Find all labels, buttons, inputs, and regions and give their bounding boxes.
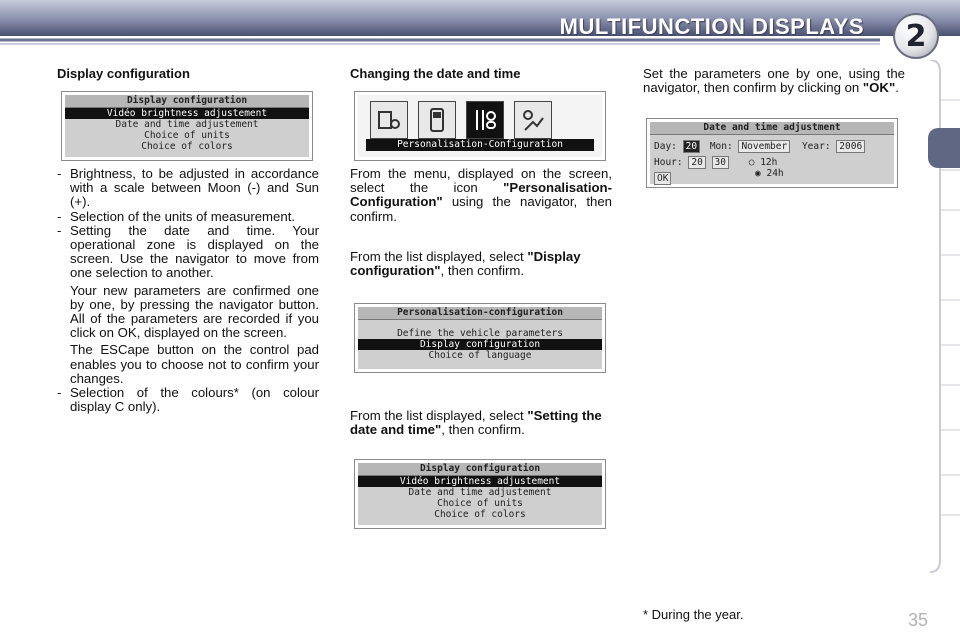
hour-row: Hour: 20 30 ○ 12h (654, 157, 778, 168)
paragraph-select-setting-date: From the list displayed, select "Setting the date and time", then confirm. (350, 408, 602, 438)
hour-field: 20 (688, 156, 705, 169)
minute-field: 30 (712, 156, 729, 169)
date-row: Day: 20 Mon: November Year: 2006 (654, 140, 865, 153)
lcd-row: Choice of language (428, 350, 532, 361)
page-header (0, 0, 960, 62)
column-changing-date (350, 67, 612, 81)
column-display-configuration (57, 67, 319, 81)
chapter-tab-active (928, 128, 960, 168)
screen-personalisation-configuration (354, 303, 606, 373)
list-item: - Brightness, to be adjusted in accordance with a scale between Moon (-) and Sun (+). (57, 167, 319, 210)
screen-display-configuration (61, 91, 313, 161)
section-heading: Changing the date and time (350, 66, 521, 81)
lcd-row: Choice of colors (141, 141, 233, 152)
paragraph-set-parameters: Set the parameters one by one, using the navigator, then confirm by clicking on "OK". (643, 66, 905, 96)
footnote: * During the year. (643, 607, 744, 622)
radio-24h-selected-icon: ◉ (755, 168, 761, 179)
display-configuration-list (57, 167, 319, 414)
vehicle-settings-icon (514, 101, 552, 139)
list-item: - Selection of the colours* (on colour display C only). (57, 386, 319, 414)
audio-icon (370, 101, 408, 139)
lcd-row: Vidéo brightness adjustement (358, 476, 602, 487)
lcd-title: Display configuration (358, 463, 602, 476)
lcd-panel (358, 95, 602, 157)
screen-display-configuration-2 (354, 459, 606, 529)
lcd-row: Choice of colors (434, 509, 526, 520)
ok-row (654, 172, 671, 185)
format-24h-row: ◉ 24h (755, 168, 784, 179)
lcd-row: Date and time adjustement (408, 487, 552, 498)
lcd-panel (650, 122, 894, 184)
lcd-row: Vidéo brightness adjustement (65, 108, 309, 119)
lcd-row: Date and time adjustement (115, 119, 259, 130)
year-field: 2006 (836, 140, 865, 153)
ok-field: OK (654, 172, 671, 185)
section-heading: Display configuration (57, 66, 190, 81)
lcd-row: Choice of units (437, 498, 523, 509)
personalisation-configuration-icon (466, 101, 504, 139)
screen-date-time-adjustment (646, 118, 898, 188)
lcd-title: Date and time adjustment (650, 122, 894, 135)
lcd-title: Display configuration (65, 95, 309, 108)
month-field: November (738, 140, 790, 153)
lcd-row: Define the vehicle parameters (397, 328, 563, 339)
list-item: - Setting the date and time. Your operational zone is displayed on the screen. Use the navigator to move from one selection to another. Your new parameters are confirmed one by one, by pressing the navigator button. All of the parameters are recorded if you click on OK, displayed on the screen. The ESCape button on the control pad enables you to choose not to confirm your changes. (57, 224, 319, 386)
page-title: MULTIFUNCTION DISPLAYS (559, 14, 864, 39)
lcd-panel (358, 307, 602, 369)
screen-main-menu (354, 91, 606, 161)
chapter-number-badge: 2 (893, 13, 939, 59)
lcd-panel (65, 95, 309, 157)
menu-selection-bar: Personalisation-Configuration (366, 139, 594, 151)
paragraph-select-icon: From the menu, displayed on the screen, select the icon "Personalisation-Configuration" using the navigator, then confirm. (350, 166, 612, 224)
lcd-title: Personalisation-configuration (358, 307, 602, 320)
radio-12h-icon: ○ (748, 157, 755, 168)
list-item: - Selection of the units of measurement. (57, 210, 319, 224)
page-number: 35 (908, 610, 929, 630)
telephone-icon (418, 101, 456, 139)
paragraph-select-display-config: From the list displayed, select "Display configuration", then confirm. (350, 249, 581, 279)
lcd-row: Display configuration (358, 339, 602, 350)
day-field: 20 (683, 140, 700, 153)
lcd-row: Choice of units (144, 130, 230, 141)
lcd-panel (358, 463, 602, 525)
